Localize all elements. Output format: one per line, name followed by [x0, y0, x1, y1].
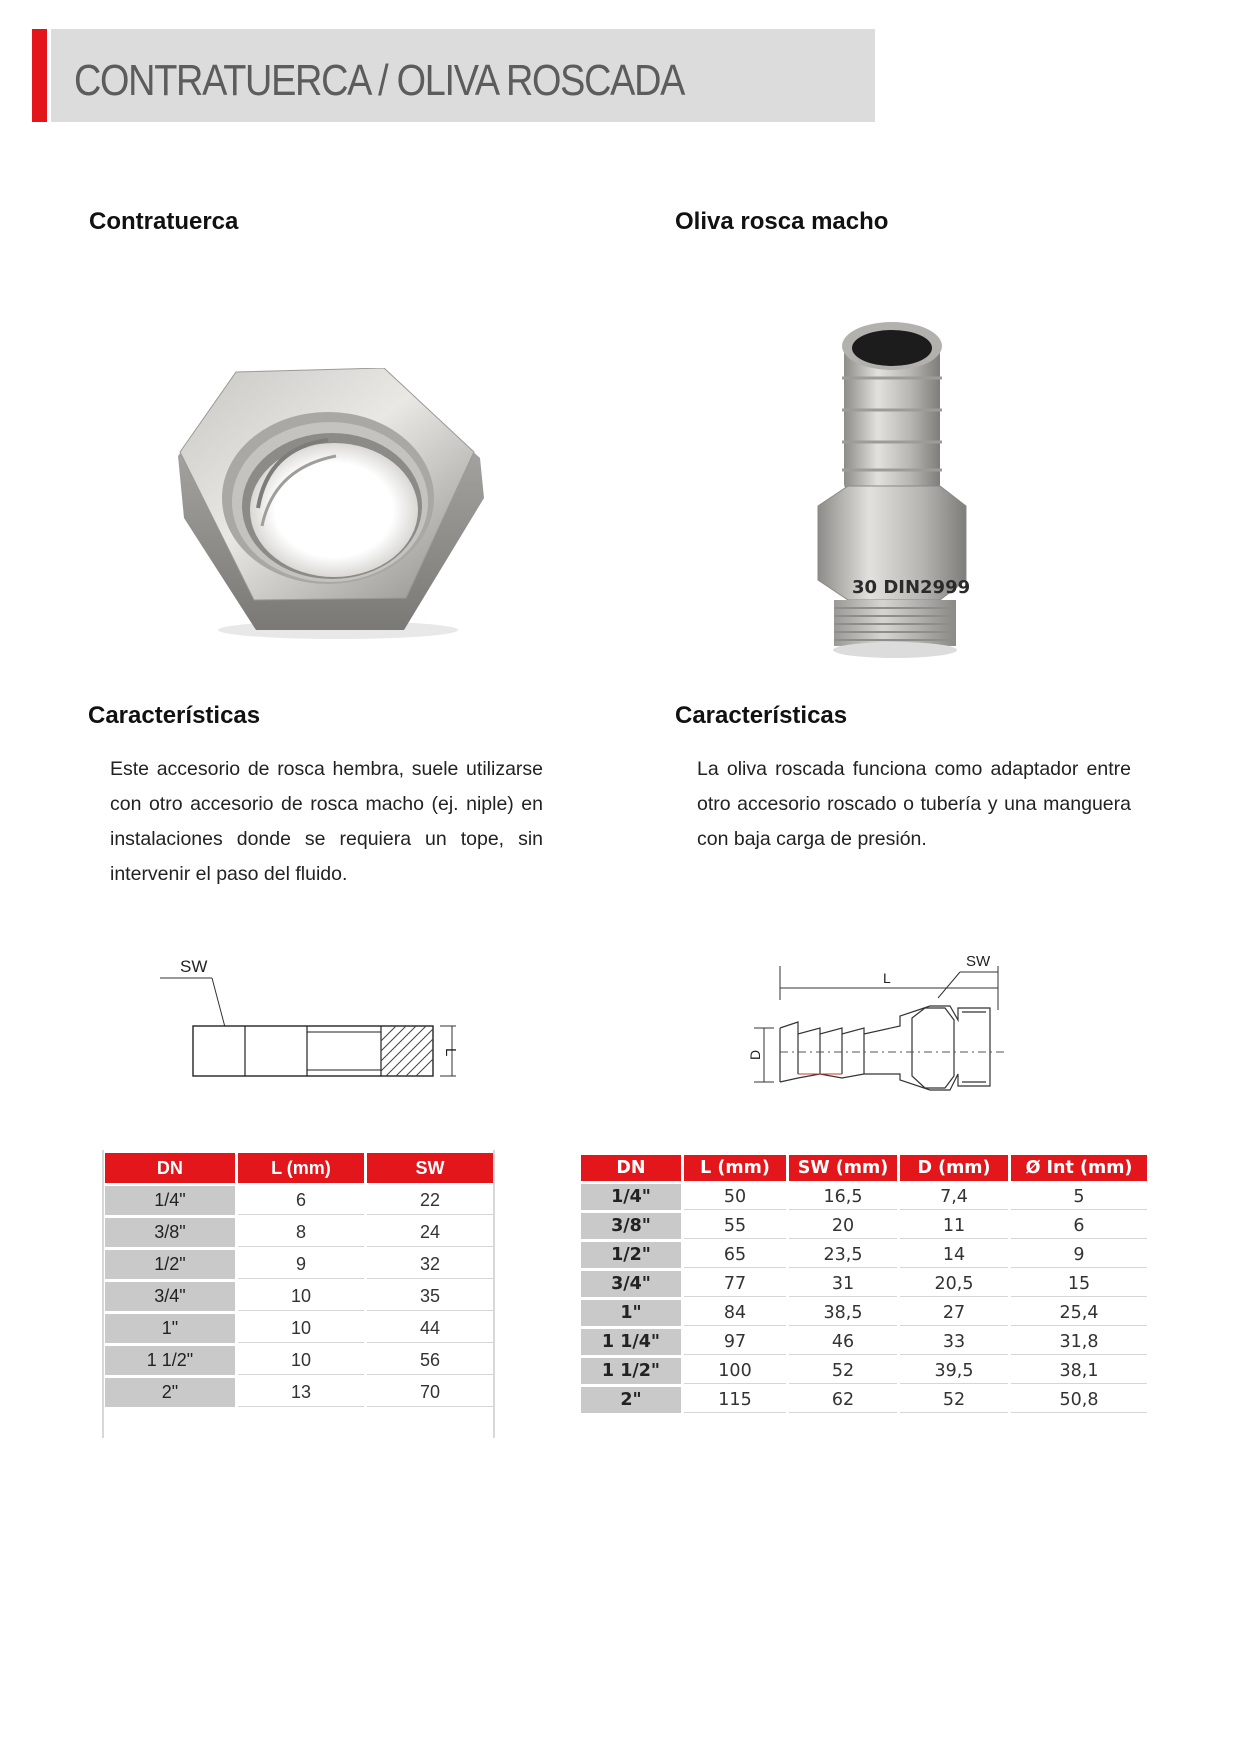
hose-barb-table [578, 1152, 1150, 1416]
l-cell: 65 [684, 1242, 786, 1268]
col-header-sw: SW (mm) [789, 1155, 897, 1181]
int-cell: 15 [1011, 1271, 1147, 1297]
l-cell: 115 [684, 1387, 786, 1413]
l-cell: 8 [238, 1218, 364, 1247]
sw-cell: 70 [367, 1378, 493, 1407]
hose-barb-image [808, 318, 984, 658]
hose-barb-l-label: L [883, 970, 891, 986]
l-cell: 55 [684, 1213, 786, 1239]
table-header-row [581, 1155, 1147, 1181]
dn-cell: 1" [581, 1300, 681, 1326]
dn-cell: 3/4" [105, 1282, 235, 1311]
hose-barb-d-label: D [747, 1049, 763, 1060]
sw-cell: 31 [789, 1271, 897, 1297]
dn-cell: 2" [105, 1378, 235, 1407]
dn-cell: 1 1/4" [581, 1329, 681, 1355]
dn-cell: 3/4" [581, 1271, 681, 1297]
right-features-title: Características [675, 702, 848, 729]
left-features-title: Características [88, 702, 261, 729]
col-header-dn: DN [581, 1155, 681, 1181]
table-row [581, 1271, 1147, 1297]
l-cell: 97 [684, 1329, 786, 1355]
table-row [581, 1387, 1147, 1413]
int-cell: 50,8 [1011, 1387, 1147, 1413]
table-row [105, 1378, 493, 1407]
table-header-row [105, 1153, 493, 1183]
dn-cell: 1" [105, 1314, 235, 1343]
lock-nut-sw-label: SW [180, 957, 208, 976]
hose-barb-sw-label: SW [966, 953, 991, 970]
table-row [581, 1213, 1147, 1239]
col-header-l: L (mm) [238, 1153, 364, 1183]
l-cell: 100 [684, 1358, 786, 1384]
int-cell: 9 [1011, 1242, 1147, 1268]
lock-nut-image [178, 368, 488, 644]
l-cell: 13 [238, 1378, 364, 1407]
sw-cell: 62 [789, 1387, 897, 1413]
dn-cell: 1/4" [581, 1184, 681, 1210]
sw-cell: 22 [367, 1186, 493, 1215]
dn-cell: 3/8" [581, 1213, 681, 1239]
l-cell: 10 [238, 1282, 364, 1311]
sw-cell: 56 [367, 1346, 493, 1375]
dn-cell: 1 1/2" [105, 1346, 235, 1375]
sw-cell: 35 [367, 1282, 493, 1311]
int-cell: 5 [1011, 1184, 1147, 1210]
dn-cell: 2" [581, 1387, 681, 1413]
table-row [581, 1329, 1147, 1355]
col-header-dn: DN [105, 1153, 235, 1183]
dn-cell: 1/2" [105, 1250, 235, 1279]
lock-nut-diagram [150, 950, 470, 1084]
sw-cell: 23,5 [789, 1242, 897, 1268]
col-header-int: Ø Int (mm) [1011, 1155, 1147, 1181]
col-header-l: L (mm) [684, 1155, 786, 1181]
l-cell: 9 [238, 1250, 364, 1279]
table-edge [102, 1150, 104, 1438]
right-description: La oliva roscada funciona como adaptador entre otro accesorio roscado o tubería y una manguera con baja carga de presión. [697, 758, 1131, 850]
sw-cell: 24 [367, 1218, 493, 1247]
l-cell: 84 [684, 1300, 786, 1326]
dn-cell: 3/8" [105, 1218, 235, 1247]
int-cell: 6 [1011, 1213, 1147, 1239]
page-title: CONTRATUERCA / OLIVA ROSCADA [74, 56, 685, 105]
header-accent-bar [32, 29, 47, 122]
int-cell: 31,8 [1011, 1329, 1147, 1355]
table-row [105, 1314, 493, 1343]
d-cell: 39,5 [900, 1358, 1008, 1384]
l-cell: 6 [238, 1186, 364, 1215]
sw-cell: 46 [789, 1329, 897, 1355]
sw-cell: 16,5 [789, 1184, 897, 1210]
d-cell: 52 [900, 1387, 1008, 1413]
table-row [105, 1218, 493, 1247]
d-cell: 20,5 [900, 1271, 1008, 1297]
table-row [581, 1300, 1147, 1326]
right-product-title: Oliva rosca macho [675, 208, 889, 235]
table-row [581, 1242, 1147, 1268]
table-row [105, 1282, 493, 1311]
table-row [105, 1250, 493, 1279]
sw-cell: 38,5 [789, 1300, 897, 1326]
d-cell: 11 [900, 1213, 1008, 1239]
dn-cell: 1/4" [105, 1186, 235, 1215]
int-cell: 25,4 [1011, 1300, 1147, 1326]
l-cell: 10 [238, 1314, 364, 1343]
col-header-sw: SW [367, 1153, 493, 1183]
sw-cell: 44 [367, 1314, 493, 1343]
left-product-title: Contratuerca [89, 208, 239, 235]
table-edge [493, 1150, 495, 1438]
lock-nut-table [102, 1150, 496, 1410]
hose-barb-diagram [740, 950, 1020, 1120]
d-cell: 7,4 [900, 1184, 1008, 1210]
l-cell: 50 [684, 1184, 786, 1210]
lock-nut-l-label: L [442, 1048, 459, 1057]
dn-cell: 1 1/2" [581, 1358, 681, 1384]
int-cell: 38,1 [1011, 1358, 1147, 1384]
d-cell: 33 [900, 1329, 1008, 1355]
table-row [105, 1186, 493, 1215]
d-cell: 27 [900, 1300, 1008, 1326]
sw-cell: 52 [789, 1358, 897, 1384]
dn-cell: 1/2" [581, 1242, 681, 1268]
l-cell: 10 [238, 1346, 364, 1375]
col-header-d: D (mm) [900, 1155, 1008, 1181]
sw-cell: 32 [367, 1250, 493, 1279]
table-row [581, 1184, 1147, 1210]
left-description: Este accesorio de rosca hembra, suele utilizarse con otro accesorio de rosca macho (ej. niple) en instalaciones donde se requiera un tope, sin intervenir el paso del fluido. [110, 758, 543, 885]
table-row [581, 1358, 1147, 1384]
d-cell: 14 [900, 1242, 1008, 1268]
l-cell: 77 [684, 1271, 786, 1297]
sw-cell: 20 [789, 1213, 897, 1239]
table-row [105, 1346, 493, 1375]
barb-marking-text: 30 DIN2999 [852, 577, 971, 598]
